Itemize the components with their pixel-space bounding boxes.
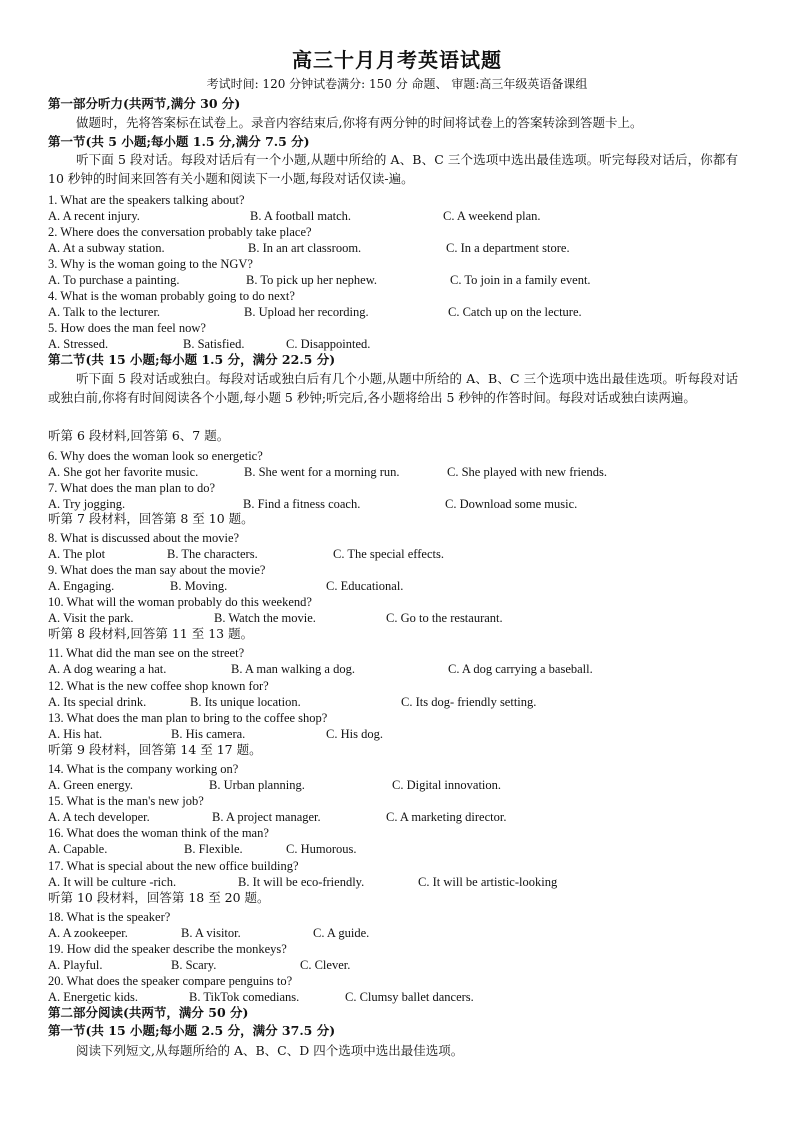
part2-heading: 第二部分阅读(共两节，满分 50 分) [48, 1005, 249, 1020]
option-c: C. Educational. [326, 579, 404, 593]
option-c: C. It will be artistic-looking [418, 875, 558, 889]
option-c: C. A guide. [313, 926, 370, 940]
option-b: B. Upload her recording. [244, 305, 369, 319]
question-stem: 6. Why does the woman look so energetic? [48, 449, 263, 463]
part1-heading: 第一部分听力(共两节,满分 30 分) [48, 96, 241, 111]
option-a: A. Stressed. [48, 337, 109, 351]
material-note: 听第 10 段材料，回答第 18 至 20 题。 [48, 890, 270, 905]
option-b: B. A football match. [250, 209, 352, 223]
material-note: 听第 6 段材料,回答第 6、7 题。 [48, 428, 230, 443]
option-c: C. Digital innovation. [392, 778, 502, 792]
option-c: C. A dog carrying a baseball. [448, 662, 593, 676]
option-a: A. Capable. [48, 842, 108, 856]
option-a: A. His hat. [48, 727, 103, 741]
material-note: 听第 8 段材料,回答第 11 至 13 题。 [48, 626, 254, 641]
option-b: B. His camera. [171, 727, 246, 741]
question-stem: 8. What is discussed about the movie? [48, 531, 240, 545]
option-a: A. The plot [48, 547, 106, 561]
section1-heading: 第一节(共 5 小题;每小题 1.5 分,满分 7.5 分) [48, 134, 310, 149]
option-b: B. A visitor. [181, 926, 241, 940]
option-a: A. Visit the park. [48, 611, 134, 625]
option-c: C. Humorous. [286, 842, 357, 856]
option-c: C. She played with new friends. [447, 465, 608, 479]
option-a: A. A recent injury. [48, 209, 140, 223]
option-a: A. Energetic kids. [48, 990, 139, 1004]
section1-instruction: 听下面 5 段对话。每段对话后有一个小题,从题中所给的 A、B、C 三个选项中选出最佳选项。听完每段对话后，你都有 10 秒钟的时间来回答有关小题和阅读下一小题,每段对话仅读-遍。 [48, 152, 738, 186]
option-c: C. Disappointed. [286, 337, 371, 351]
option-b: B. A project manager. [212, 810, 321, 824]
question-stem: 13. What does the man plan to bring to the coffee shop? [48, 711, 328, 725]
question-stem: 5. How does the man feel now? [48, 321, 206, 335]
option-a: A. It will be culture -rich. [48, 875, 177, 889]
question-stem: 2. Where does the conversation probably take place? [48, 225, 312, 239]
option-c: C. Clumsy ballet dancers. [345, 990, 474, 1004]
option-b: B. In an art classroom. [248, 241, 362, 255]
option-c: C. The special effects. [333, 547, 444, 561]
option-a: A. She got her favorite music. [48, 465, 199, 479]
question-stem: 12. What is the new coffee shop known for? [48, 679, 269, 693]
option-b: B. To pick up her nephew. [246, 273, 378, 287]
option-b: B. A man walking a dog. [231, 662, 355, 676]
option-a: A. A tech developer. [48, 810, 150, 824]
option-b: B. The characters. [167, 547, 258, 561]
option-b: B. Find a fitness coach. [243, 497, 361, 511]
material-note: 听第 7 段材料，回答第 8 至 10 题。 [48, 511, 254, 526]
question-stem: 11. What did the man see on the street? [48, 646, 245, 660]
question-stem: 3. Why is the woman going to the NGV? [48, 257, 253, 271]
option-a: A. Engaging. [48, 579, 115, 593]
option-a: A. A zookeeper. [48, 926, 128, 940]
option-b: B. Its unique location. [190, 695, 301, 709]
option-a: A. At a subway station. [48, 241, 165, 255]
option-c: C. His dog. [326, 727, 383, 741]
part2-section1-instruction: 阅读下列短文,从每题所给的 A、B、C、D 四个选项中选出最佳选项。 [76, 1043, 464, 1058]
option-a: A. A dog wearing a hat. [48, 662, 167, 676]
material-note: 听第 9 段材料，回答第 14 至 17 题。 [48, 742, 262, 757]
question-stem: 7. What does the man plan to do? [48, 481, 216, 495]
option-b: B. Flexible. [184, 842, 243, 856]
option-a: A. Talk to the lecturer. [48, 305, 161, 319]
option-a: A. Its special drink. [48, 695, 147, 709]
option-c: C. A weekend plan. [443, 209, 541, 223]
section2-instruction: 听下面 5 段对话或独白。每段对话或独白后有几个小题,从题中所给的 A、B、C 三个选项中选出最佳选项。听每段对话或独白前,你将有时间阅读各个小题,每小题 5 秒钟;听完后,各小题将给出 5 秒钟的作答时间。每段对话或独白读两遍。 [48, 371, 738, 405]
exam-title: 高三十月月考英语试题 [292, 48, 502, 72]
option-c: C. Its dog- friendly setting. [401, 695, 537, 709]
question-stem: 19. How did the speaker describe the monkeys? [48, 942, 287, 956]
option-b: B. TikTok comedians. [189, 990, 300, 1004]
option-b: B. Satisfied. [183, 337, 245, 351]
option-b: B. Moving. [170, 579, 228, 593]
option-a: A. To purchase a painting. [48, 273, 180, 287]
option-b: B. Watch the movie. [214, 611, 316, 625]
option-c: C. Clever. [300, 958, 351, 972]
section2-heading: 第二节(共 15 小题;每小题 1.5 分，满分 22.5 分) [48, 352, 336, 367]
question-stem: 20. What does the speaker compare penguins to? [48, 974, 293, 988]
option-a: A. Playful. [48, 958, 103, 972]
option-b: B. Urban planning. [209, 778, 305, 792]
part1-intro: 做题时，先将答案标在试卷上。录音内容结束后,你将有两分钟的时间将试卷上的答案转涂到答题卡上。 [76, 115, 643, 130]
option-c: C. Catch up on the lecture. [448, 305, 582, 319]
option-b: B. Scary. [171, 958, 217, 972]
question-stem: 15. What is the man's new job? [48, 794, 204, 808]
exam-subtitle: 考试时间: 120 分钟试卷满分: 150 分 命题、 审题:高三年级英语备课组 [206, 77, 588, 91]
option-b: B. It will be eco-friendly. [238, 875, 365, 889]
question-stem: 18. What is the speaker? [48, 910, 171, 924]
question-stem: 10. What will the woman probably do this weekend? [48, 595, 312, 609]
question-stem: 9. What does the man say about the movie? [48, 563, 266, 577]
option-a: A. Try jogging. [48, 497, 126, 511]
option-b: B. She went for a morning run. [244, 465, 400, 479]
question-stem: 14. What is the company working on? [48, 762, 239, 776]
question-stem: 17. What is special about the new office building? [48, 859, 299, 873]
part2-section1-heading: 第一节(共 15 小题;每小题 2.5 分，满分 37.5 分) [48, 1023, 336, 1038]
option-c: C. A marketing director. [386, 810, 507, 824]
option-c: C. Download some music. [445, 497, 578, 511]
question-stem: 1. What are the speakers talking about? [48, 193, 245, 207]
question-stem: 16. What does the woman think of the man? [48, 826, 269, 840]
option-c: C. To join in a family event. [450, 273, 591, 287]
option-c: C. In a department store. [446, 241, 570, 255]
option-a: A. Green energy. [48, 778, 134, 792]
question-stem: 4. What is the woman probably going to do next? [48, 289, 295, 303]
option-c: C. Go to the restaurant. [386, 611, 503, 625]
